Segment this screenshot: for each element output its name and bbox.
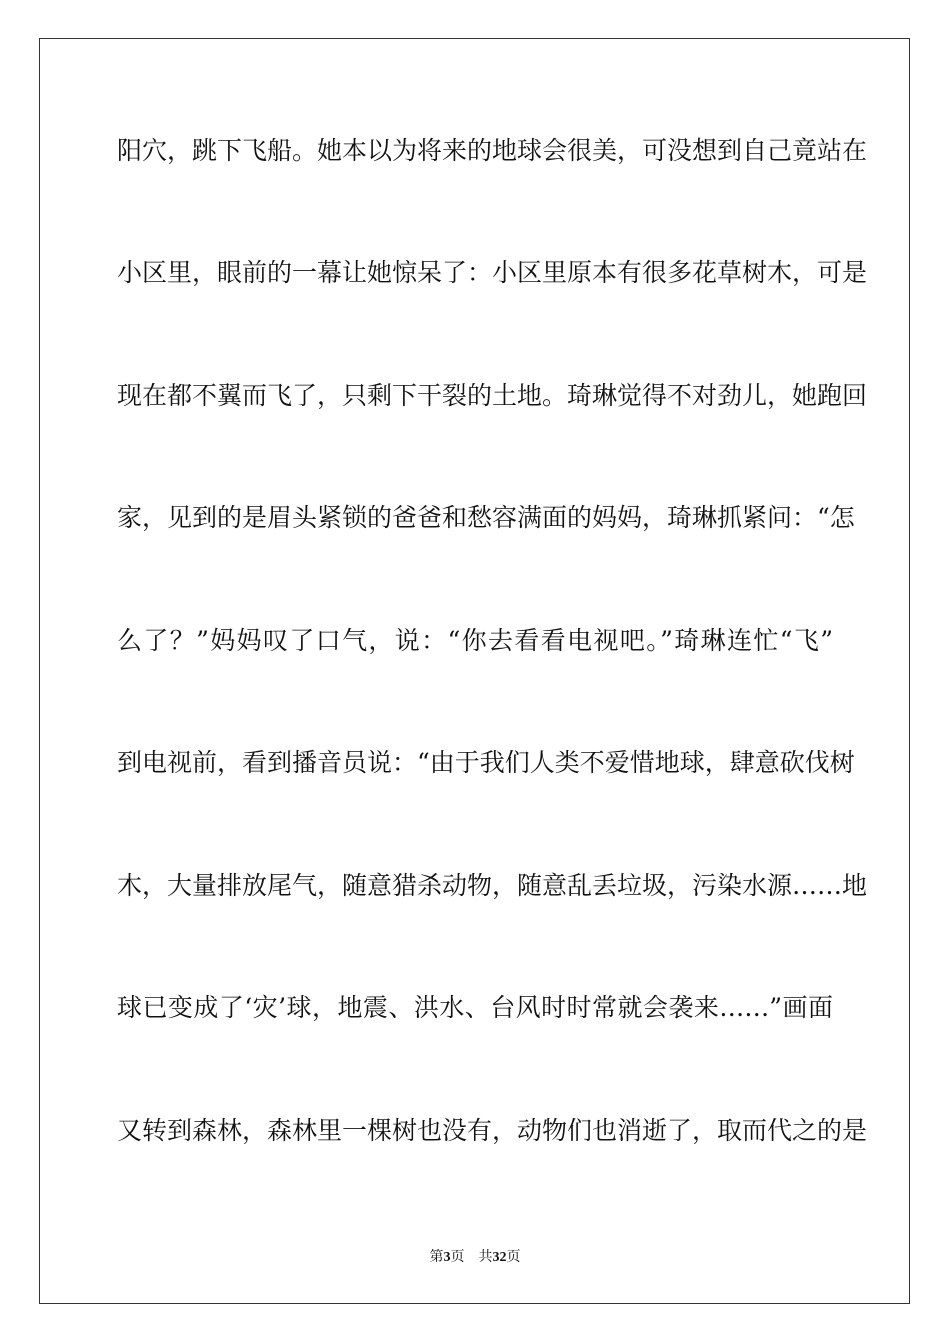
page-number: 3 bbox=[443, 1250, 451, 1265]
page-suffix: 页 bbox=[450, 1249, 465, 1265]
text-line-6: 到电视前，看到播音员说：“由于我们人类不爱惜地球，肆意砍伐树 bbox=[117, 748, 855, 777]
text-line-1: 阳穴，跳下飞船。她本以为将来的地球会很美，可没想到自己竟站在 bbox=[117, 136, 868, 165]
page-border bbox=[39, 38, 910, 1304]
text-line-3: 现在都不翼而飞了，只剩下干裂的土地。琦琳觉得不对劲儿，她跑回 bbox=[117, 381, 868, 410]
text-line-9: 又转到森林，森林里一棵树也没有，动物们也消逝了，取而代之的是 bbox=[117, 1116, 868, 1145]
text-line-8: 球已变成了‘灾’球，地震、洪水、台风时时常就会袭来……”画面 bbox=[117, 993, 833, 1022]
text-line-2: 小区里，眼前的一幕让她惊呆了：小区里原本有很多花草树木，可是 bbox=[117, 258, 868, 287]
total-suffix: 页 bbox=[506, 1249, 521, 1265]
text-line-7: 木，大量排放尾气，随意猎杀动物，随意乱丢垃圾，污染水源……地 bbox=[117, 871, 868, 900]
page-footer bbox=[0, 1248, 950, 1267]
total-prefix: 共 bbox=[478, 1249, 493, 1265]
page-prefix: 第 bbox=[429, 1249, 444, 1265]
total-pages: 32 bbox=[492, 1250, 507, 1265]
text-line-5: 么了？”妈妈叹了口气，说：“你去看看电视吧。”琦琳连忙“飞” bbox=[117, 626, 833, 655]
text-line-4: 家，见到的是眉头紧锁的爸爸和愁容满面的妈妈，琦琳抓紧问：“怎 bbox=[117, 503, 855, 532]
